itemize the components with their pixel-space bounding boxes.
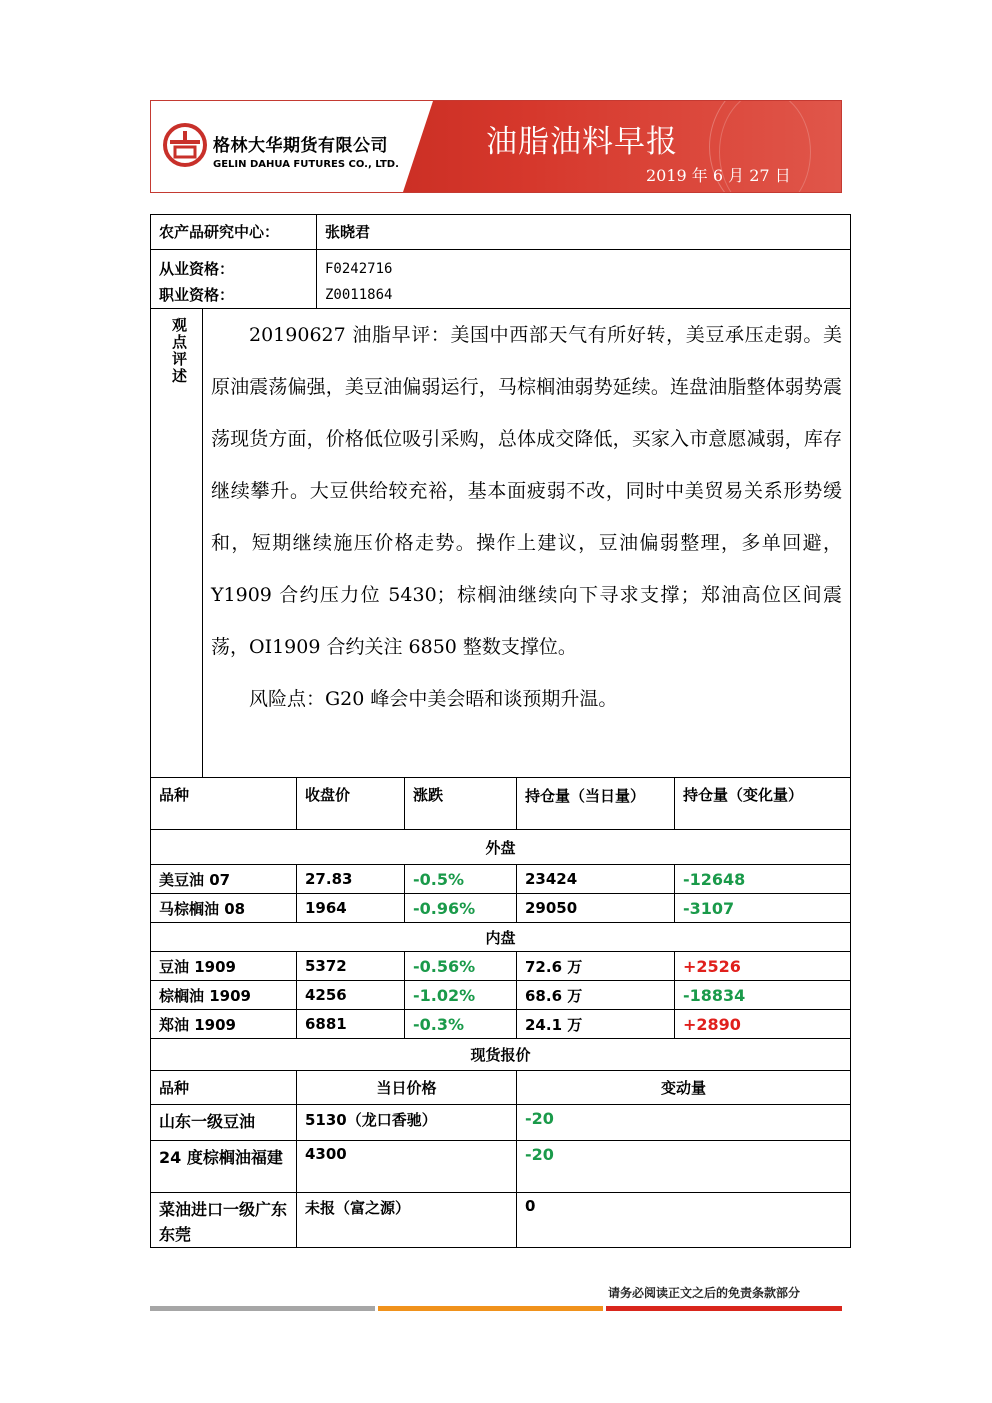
- futures-header-oi: 持仓量（当日量）: [517, 778, 675, 830]
- research-center-row: [151, 215, 851, 250]
- spot-title: 现货报价: [151, 1039, 851, 1071]
- price-change: -0.96%: [405, 894, 517, 923]
- risk-paragraph: 风险点：G20 峰会中美会晤和谈预期升温。: [249, 688, 618, 710]
- futures-row: [151, 952, 851, 981]
- open-interest: 72.6 万: [517, 952, 675, 981]
- commentary-paragraph: 20190627 油脂早评：美国中西部天气有所好转，美豆承压走弱。美原油震荡偏强，美豆油偏弱运行，马棕榈油弱势延续。连盘油脂整体弱势震荡现货方面，价格低位吸引采购，总体成交降低，买家入市意愿减弱，库存继续攀升。大豆供给较充裕，基本面疲弱不改，同时中美贸易关系形势缓和，短期继续施压价格走势。操作上建议，豆油偏弱整理，多单回避，Y1909 合约压力位 5430；棕榈油继续向下寻求支撑；郑油高位区间震荡，OI1909 合约关注 6850 整数支撑位。: [211, 324, 843, 658]
- futures-header-close: 收盘价: [297, 778, 405, 830]
- variety-name: 郑油 1909: [151, 1010, 297, 1039]
- price-change: -0.3%: [405, 1010, 517, 1039]
- job-qualification-label: 职业资格：: [159, 286, 235, 304]
- variety-name: 马棕榈油 08: [151, 894, 297, 923]
- spot-row: [151, 1105, 851, 1141]
- commentary-body: [203, 309, 851, 778]
- spot-variety: 山东一级豆油: [151, 1105, 297, 1141]
- inner-market-label: 内盘: [151, 923, 851, 952]
- company-name-cn: 格林大华期货有限公司: [213, 136, 388, 156]
- futures-header-row: [151, 778, 851, 830]
- close-price: 27.83: [297, 865, 405, 894]
- company-name-en: GELIN DAHUA FUTURES CO., LTD.: [213, 159, 399, 170]
- open-interest: 24.1 万: [517, 1010, 675, 1039]
- inner-market-row: [151, 923, 851, 952]
- futures-row: [151, 981, 851, 1010]
- spot-header-price: 当日价格: [297, 1071, 517, 1105]
- spot-row: [151, 1193, 851, 1248]
- spot-header-change: 变动量: [517, 1071, 851, 1105]
- open-interest-change: +2890: [675, 1010, 851, 1039]
- spot-price: 4300: [297, 1141, 517, 1193]
- research-center-label: 农产品研究中心：: [151, 215, 317, 250]
- futures-header-variety: 品种: [151, 778, 297, 830]
- close-price: 1964: [297, 894, 405, 923]
- spot-row: [151, 1141, 851, 1193]
- price-change: -0.5%: [405, 865, 517, 894]
- footer-bar-red: [606, 1306, 842, 1311]
- footer-bar-gray: [150, 1306, 375, 1311]
- spot-change: -20: [517, 1141, 851, 1193]
- practice-qualification-id: F0242716: [325, 261, 393, 277]
- report-banner: [150, 100, 842, 193]
- close-price: 5372: [297, 952, 405, 981]
- futures-header-oi-change: 持仓量（变化量）: [675, 778, 851, 830]
- price-change: -0.56%: [405, 952, 517, 981]
- open-interest-change: -3107: [675, 894, 851, 923]
- spot-title-row: [151, 1039, 851, 1071]
- job-qualification-id: Z0011864: [325, 287, 393, 303]
- company-logo-icon: [163, 123, 207, 167]
- variety-name: 美豆油 07: [151, 865, 297, 894]
- close-price: 4256: [297, 981, 405, 1010]
- open-interest-change: -18834: [675, 981, 851, 1010]
- spot-header-row: [151, 1071, 851, 1105]
- open-interest: 68.6 万: [517, 981, 675, 1010]
- spot-price: 5130（龙口香驰）: [297, 1105, 517, 1141]
- disclaimer-note: 请务必阅读正文之后的免责条款部分: [608, 1286, 801, 1300]
- commentary-row: [151, 309, 851, 778]
- report-table: [150, 214, 851, 1248]
- variety-name: 棕榈油 1909: [151, 981, 297, 1010]
- practice-qualification-label: 从业资格：: [159, 260, 235, 278]
- outer-market-row: [151, 830, 851, 865]
- futures-header-change: 涨跌: [405, 778, 517, 830]
- price-change: -1.02%: [405, 981, 517, 1010]
- close-price: 6881: [297, 1010, 405, 1039]
- futures-row: [151, 1010, 851, 1039]
- spot-variety: 24 度棕榈油福建: [151, 1141, 297, 1193]
- qualification-row: [151, 250, 851, 309]
- spot-change: -20: [517, 1105, 851, 1141]
- open-interest-change: -12648: [675, 865, 851, 894]
- spot-change: 0: [517, 1193, 851, 1248]
- outer-market-label: 外盘: [151, 830, 851, 865]
- report-date: 2019 年 6 月 27 日: [646, 166, 791, 185]
- report-title: 油脂油料早报: [486, 124, 678, 160]
- variety-name: 豆油 1909: [151, 952, 297, 981]
- futures-row: [151, 894, 851, 923]
- open-interest: 29050: [517, 894, 675, 923]
- spot-header-variety: 品种: [151, 1071, 297, 1105]
- spot-price: 未报（富之源）: [297, 1193, 517, 1248]
- analyst-name: 张晓君: [317, 215, 851, 250]
- open-interest: 23424: [517, 865, 675, 894]
- open-interest-change: +2526: [675, 952, 851, 981]
- spot-variety: 菜油进口一级广东东莞: [151, 1193, 297, 1248]
- futures-row: [151, 865, 851, 894]
- commentary-label: 观点评述: [170, 317, 188, 385]
- footer-bar-orange: [378, 1306, 603, 1311]
